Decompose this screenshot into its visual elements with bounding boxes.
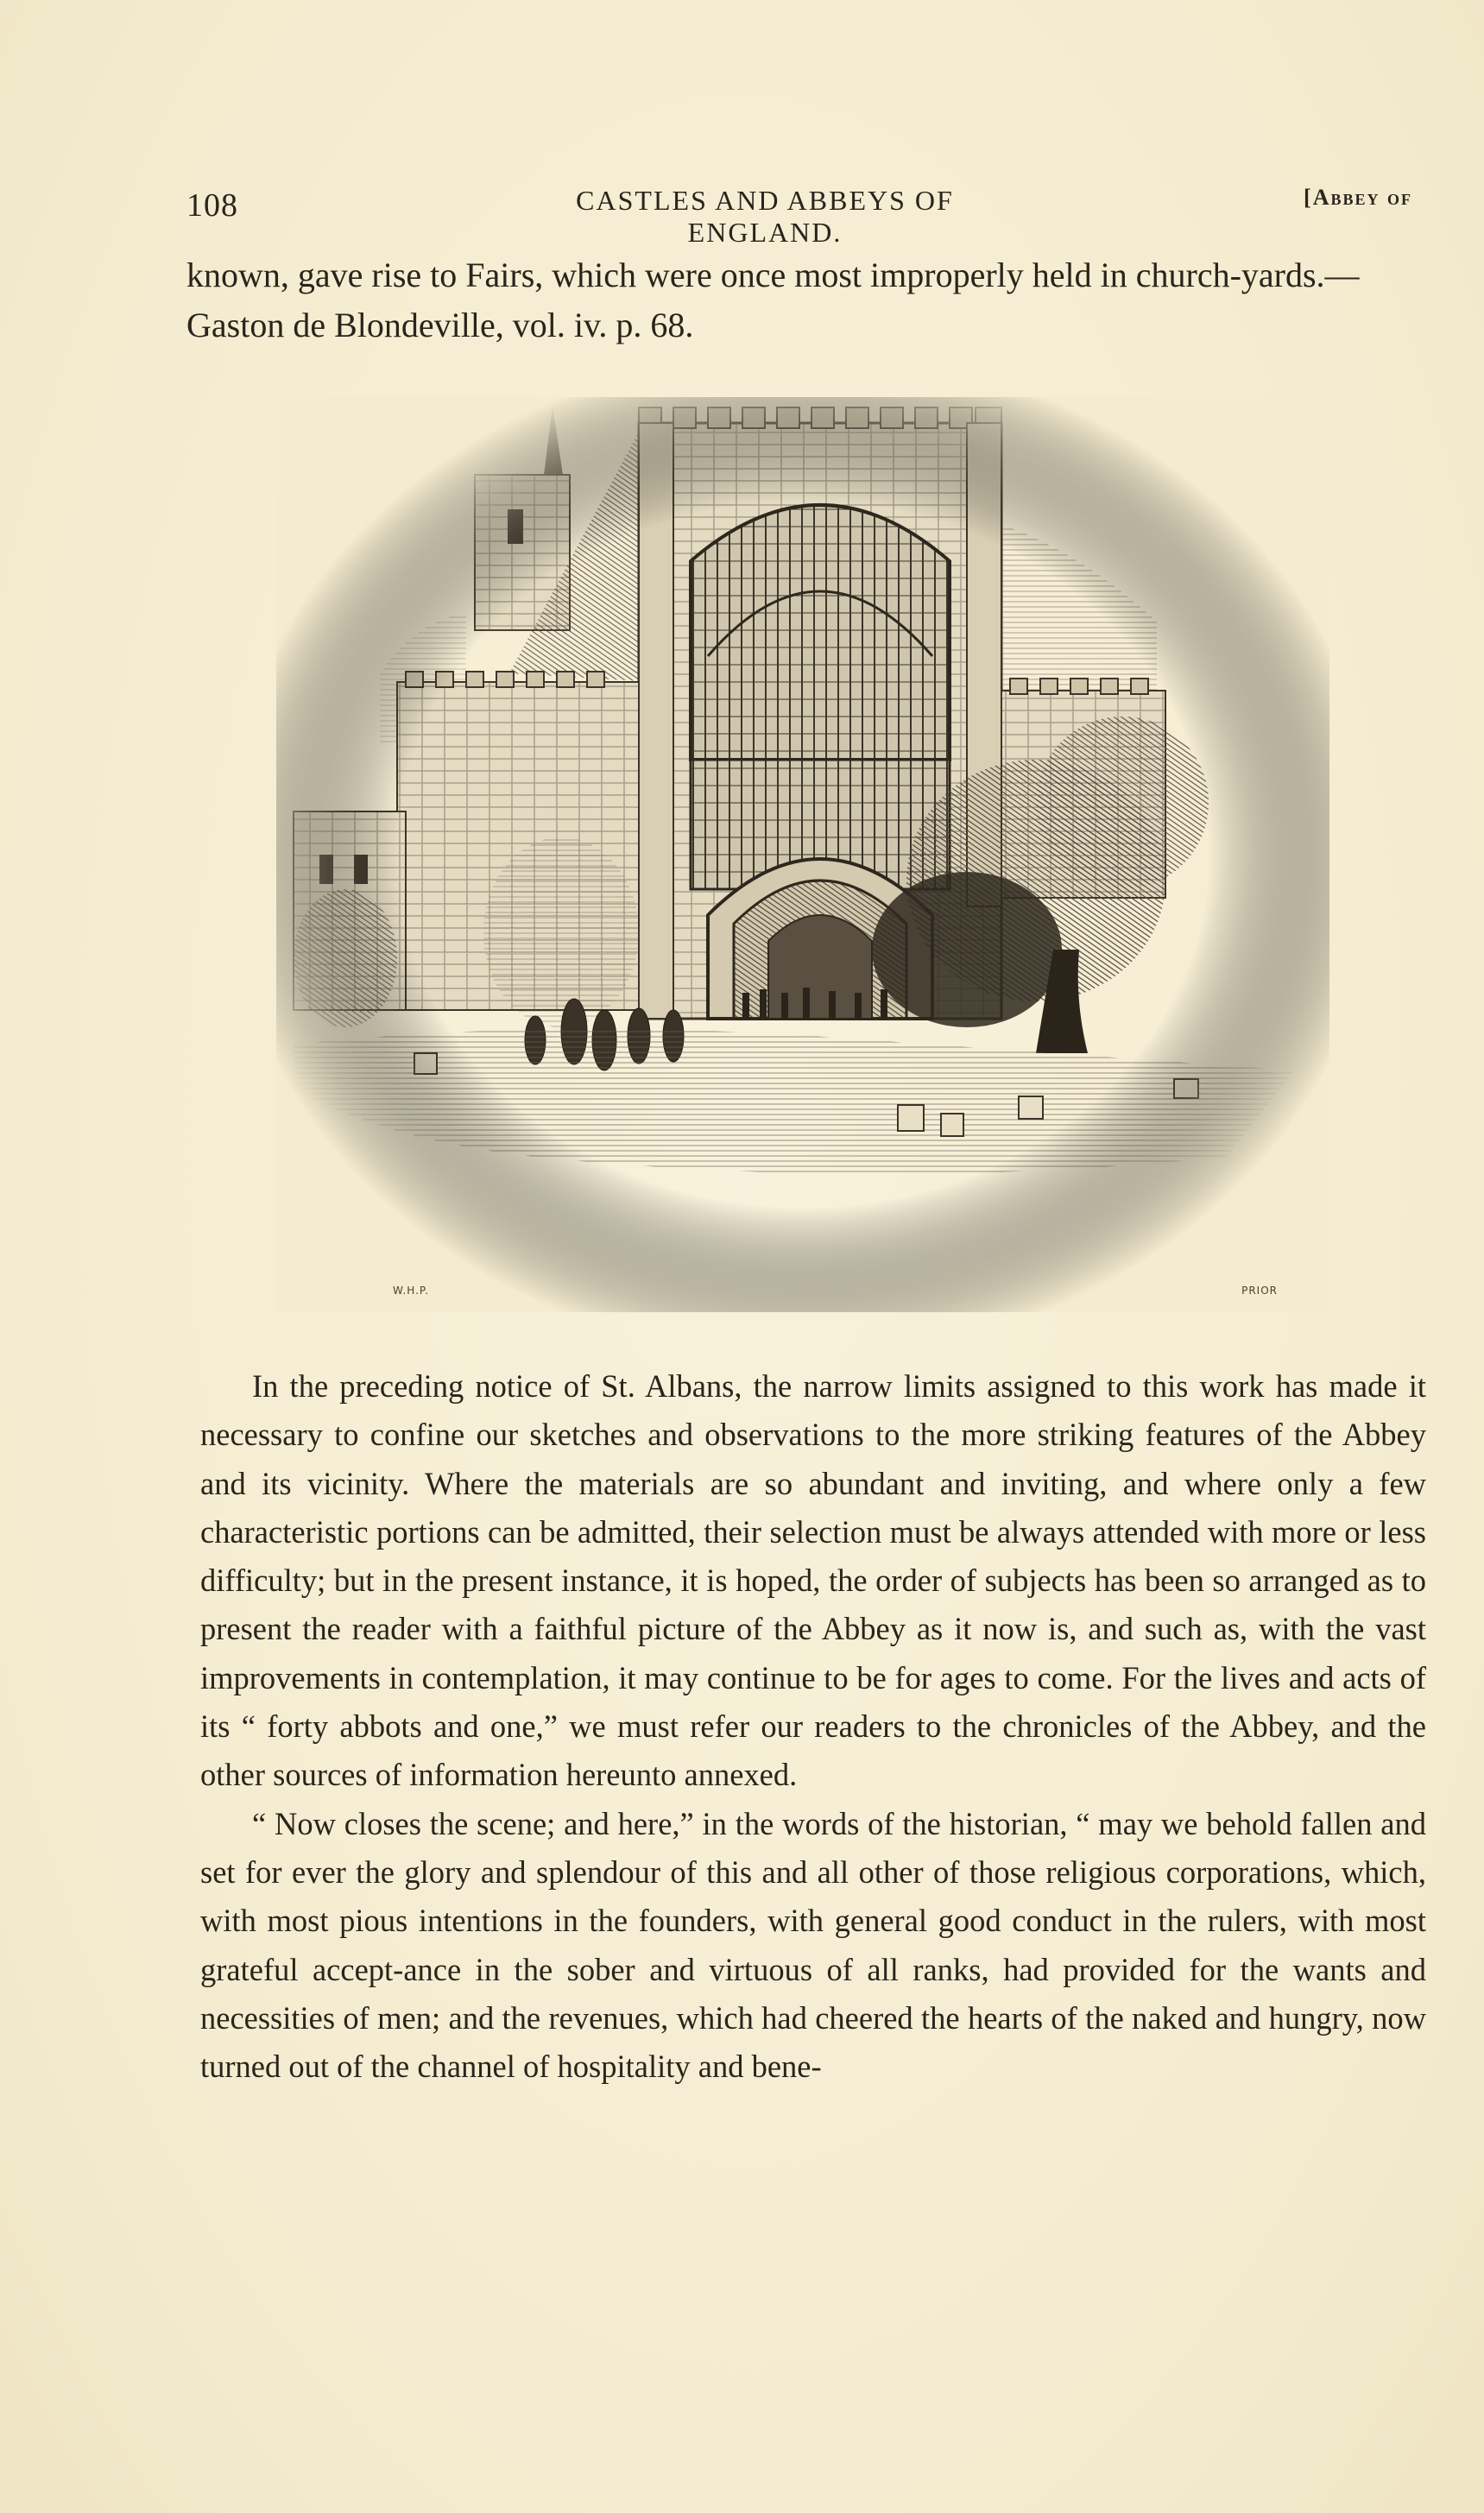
intro-text-block xyxy=(186,250,1412,350)
running-title: CASTLES AND ABBEYS OF ENGLAND. xyxy=(576,185,954,248)
engraver-credit-left: W.H.P. xyxy=(393,1285,430,1297)
abbey-engraving xyxy=(276,397,1329,1312)
page-number: 108 xyxy=(186,187,238,224)
abbey-engraving-drawing xyxy=(276,397,1329,1312)
paragraph-1: In the preceding notice of St. Albans, the narrow limits assigned to this work has made it necessary to confine our sketches and observations to the more striking features of the Abbey and its vicinity. Where the materials are so abundant and inviting, and where only a few characteristic portions can be admitted, their selection must be always attended with more or less difficulty; but in the present instance, it is hoped, the order of subjects has been so arranged as to present the reader with a faithful picture of the Abbey as it now is, and such as, with the vast improvements in contemplation, it may continue to be for ages to come. For the lives and acts of its “ forty abbots and one,” we must refer our readers to the chronicles of the Abbey, and the other sources of information hereunto annexed. xyxy=(200,1368,1426,1793)
intro-paragraph: known, gave rise to Fairs, which were once most improperly held in church-yards.—Gaston de Blondeville, vol. iv. p. 68. xyxy=(186,256,1360,344)
section-label: [Abbey of xyxy=(1304,185,1412,210)
running-head xyxy=(186,178,1412,248)
paragraph-2: “ Now closes the scene; and here,” in the words of the historian, “ may we behold fallen and set for ever the glory and splendour of this and all other of those religious corporations, which, with most pious intentions in the founders, with general good conduct in the rulers, with most grateful accept-ance in the sober and virtuous of all ranks, had provided for the wants and necessities of men; and the revenues, which had cheered the hearts of the naked and hungry, now turned out of the channel of hospitality and bene- xyxy=(200,1805,1426,2085)
body-text xyxy=(200,1362,1426,2091)
engraver-credit-right: PRIOR xyxy=(1241,1285,1278,1297)
